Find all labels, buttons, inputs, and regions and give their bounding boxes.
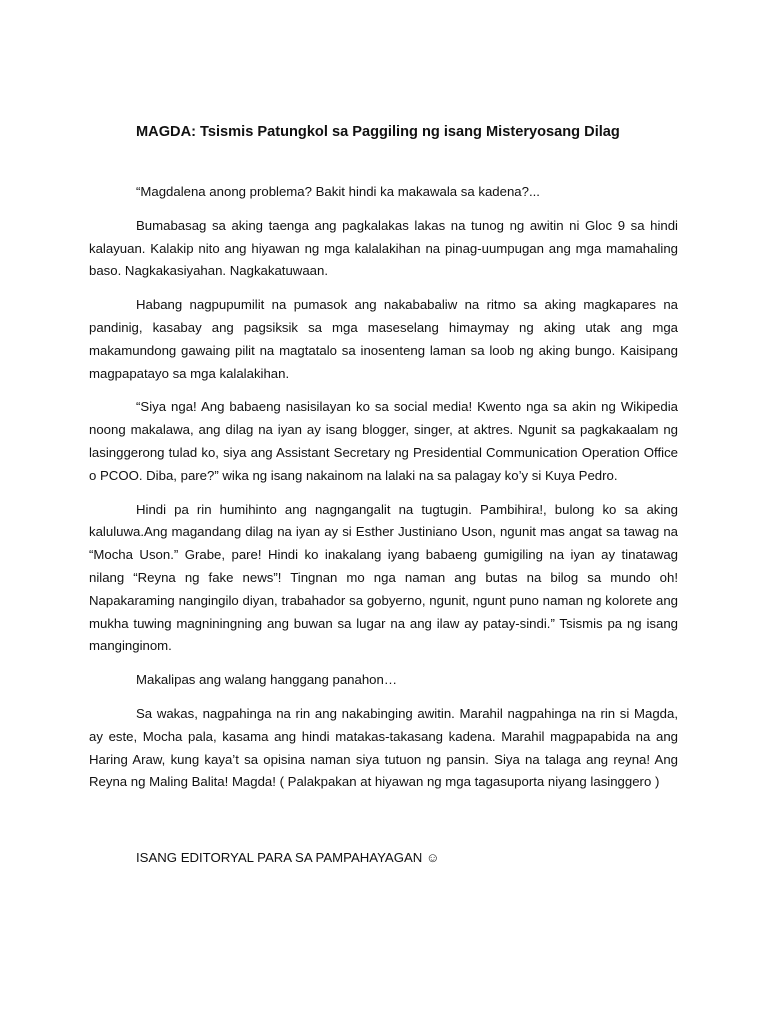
paragraph-4: “Siya nga! Ang babaeng nasisilayan ko sa social media! Kwento nga sa akin ng Wikipedia noong makalawa, ang dilag na iyan ay isang blogger, singer, at aktres. Ngunit sa pagkakaalam ng lasinggerong tulad ko, siya ang Assistant Secretary ng Presidential Communication Operation Office o PCOO. Diba, pare?” wika ng isang nakainom na lalaki na sa palagay ko’y si Kuya Pedro. xyxy=(89,399,678,483)
paragraph-5: Hindi pa rin humihinto ang nagngangalit na tugtugin. Pambihira!, bulong ko sa aking kaluluwa.Ang magandang dilag na iyan ay si Esther Justiniano Uson, ngunit mas angat sa tawag na “Mocha Uson.” Grabe, pare! Hindi ko inakalang iyang babaeng gumigiling na iyan ay tinatawag nilang “Reyna ng fake news”! Tingnan mo nga naman ang butas na bilog sa mundo oh! Napakaraming nangingilo diyan, trabahador sa gobyerno, ngunit, ngunt puno naman ng kolorete ang mukha tuwing magniningning ang buwan sa lugar na ang ilaw ay patay-sindi.” Tsismis pa ng isang manginginom. xyxy=(89,501,678,654)
paragraph-2: Bumabasag sa aking taenga ang pagkalakas lakas na tunog ng awitin ni Gloc 9 sa hindi kalayuan. Kalakip nito ang hiyawan ng mga kalalakihan na pinag-uumpugan ang mga mamahaling baso. Nagkakasiyahan. Nagkakatuwaan. xyxy=(89,217,678,279)
paragraph-3: Habang nagpupumilit na pumasok ang nakababaliw na ritmo sa aking magkapares na pandinig, kasabay ang pagsiksik sa mga maseselang himaymay ng aking utak ang mga makamundong gawaing pilit na magtatalo sa inosenteng laman sa loob ng aking bungo. Kaisipang magpapatayo sa mga kalalakihan. xyxy=(89,297,678,381)
document-page xyxy=(89,119,678,870)
paragraph-1: “Magdalena anong problema? Bakit hindi ka makawala sa kadena?... xyxy=(136,184,540,199)
paragraph-6: Makalipas ang walang hanggang panahon… xyxy=(136,672,398,688)
document-title: MAGDA: Tsismis Patungkol sa Paggiling ng isang Misteryosang Dilag xyxy=(136,124,620,140)
paragraph-7: Sa wakas, nagpahinga na rin ang nakabinging awitin. Marahil nagpahinga na rin si Magda, ay este, Mocha pala, kasama ang hindi matakas-takasang kadena. Marahil magpapabida na ang Haring Araw, kung kaya’t sa opisina naman siya tutuon ng pansin. Siya na talaga ang reyna! Ang Reyna ng Maling Balita! Magda! ( Palakpakan at hiyawan ng mga tagasuporta niyang lasinggero ) xyxy=(89,705,678,790)
document-footer: ISANG EDITORYAL PARA SA PAMPAHAYAGAN ☺ xyxy=(136,850,440,866)
